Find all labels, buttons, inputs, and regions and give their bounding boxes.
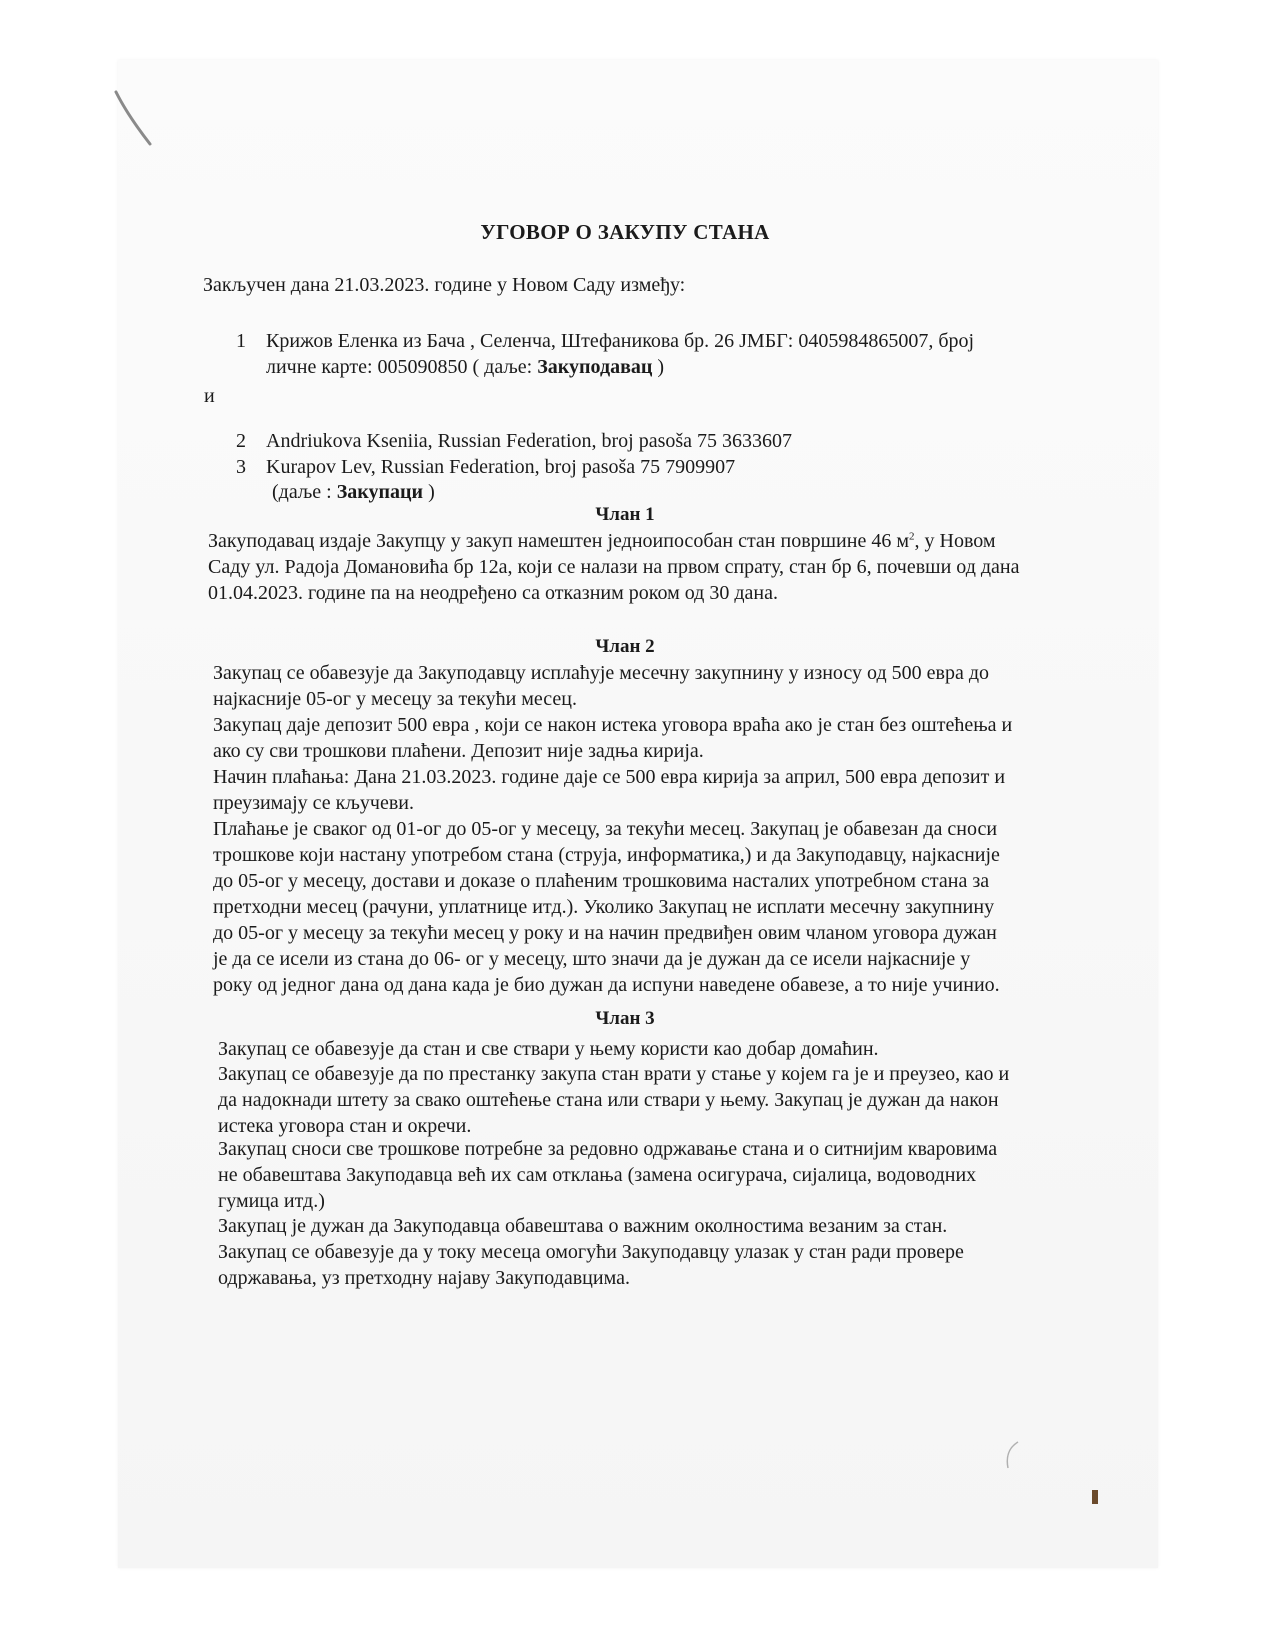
area-unit-superscript: 2 bbox=[909, 530, 915, 543]
party-1-number: 1 bbox=[236, 330, 246, 352]
party-1-line1: Крижов Еленка из Бача , Селенча, Штефаникова бр. 26 ЈМБГ: 0405984865007, број bbox=[266, 330, 975, 352]
article-2-heading: Члан 2 bbox=[595, 636, 655, 657]
article-3-paragraph-1: Закупац се обавезује да стан и све ствари у њему користи као добар домаћин. bbox=[218, 1038, 879, 1060]
party-3-line2-prefix: (даље : bbox=[272, 481, 337, 503]
party-1-line2 bbox=[266, 354, 664, 380]
party-3-role: Закупаци bbox=[336, 481, 424, 503]
article-2-paragraph-4: Плаћање је сваког од 01-ог до 05-ог у месецу, за текући месец. Закупац је обавезан да сноси трошкове који настану употребом стана (струја, информатика,) и да Закуподавцу, најкасније до 05-ог у месецу, достави и доказе о плаћеним трошковима насталих употребном стана за претходни месец (рачуни, уплатнице итд.). Уколико Закупац не исплати месечну закупнину до 05-ог у месецу за текући месец у року и на начин предвиђен овим чланом уговора дужан је да се исели из стана до 06- ог у месецу, што значи да је дужан да се исели најкасније у року од једног дана од дана када је био дужан да испуни наведене обавезе, а то није учинио. bbox=[213, 818, 1000, 996]
party-1-line2-suffix: ) bbox=[652, 356, 665, 378]
article-3-paragraph-2: Закупац се обавезује да по престанку закупа стан врати у стање у којем га је и преузео, као и да надокнади штету за свако оштећење стана или ствари у њему. Закупац је дужан да након истека уговора стан и окречи. bbox=[218, 1063, 1010, 1137]
corner-mark bbox=[1000, 1440, 1024, 1470]
article-3-heading: Члан 3 bbox=[595, 1008, 655, 1029]
article-1-rest: , у Новом Саду ул. Радоја Домановића бр 12а, који се налази на првом спрату, стан бр 6, почевши од дана 01.04.2023. године па на неодређено са отказним роком од 30 дана. bbox=[208, 530, 1020, 604]
document-title: УГОВОР О ЗАКУПУ СТАНА bbox=[480, 220, 770, 244]
party-1-role: Закуподавац bbox=[537, 356, 653, 378]
article-2-paragraph-2: Закупац даје депозит 500 евра , који се након истека уговора враћа ако је стан без оштећења и ако су сви трошкови плаћени. Депозит није задња кирија. bbox=[213, 714, 1013, 762]
article-3-paragraph-3: Закупац сноси све трошкове потребне за редовно одржавање стана и о ситнијим кваровима не обавештава Закуподавца већ их сам отклања (замена осигурача, сијалица, водоводних гумица итд.) bbox=[218, 1138, 998, 1212]
article-1-paragraph-1 bbox=[208, 528, 1023, 606]
article-3-paragraph-5: Закупац се обавезује да у току месеца омогући Закуподавцу улазак у стан ради провере одржавања, уз претходну најаву Закуподавцима. bbox=[218, 1241, 964, 1289]
party-2-line1: Andriukova Kseniia, Russian Federation, broj pasoša 75 3633607 bbox=[266, 430, 793, 452]
article-2-paragraph-1: Закупац се обавезује да Закуподавцу исплаћује месечну закупнину у износу од 500 евра до најкасније 05-ог у месецу за текући месец. bbox=[213, 662, 990, 710]
intro-line: Закључен дана 21.03.2023. године у Новом Саду између: bbox=[203, 274, 686, 296]
area-text: Закуподавац издаје Закупцу у закуп намештен једноипособан стан површине 46 м bbox=[208, 530, 909, 552]
article-2-paragraph-3: Начин плаћања: Дана 21.03.2023. године даје се 500 евра кирија за април, 500 евра депозит и преузимају се кључеви. bbox=[213, 766, 1006, 814]
party-3-number: 3 bbox=[236, 456, 246, 478]
party-2-number: 2 bbox=[236, 430, 246, 452]
party-3-line2 bbox=[272, 479, 435, 505]
party-3-line2-suffix: ) bbox=[423, 481, 435, 503]
pen-stroke-mark bbox=[110, 88, 160, 152]
conjunction: и bbox=[204, 385, 215, 407]
party-3-line1: Kurapov Lev, Russian Federation, broj pasoša 75 7909907 bbox=[266, 456, 736, 478]
page-edge bbox=[1092, 1490, 1098, 1504]
party-1-line2-prefix: личне карте: 005090850 ( даље: bbox=[266, 356, 538, 378]
article-1-heading: Члан 1 bbox=[595, 504, 655, 525]
article-3-paragraph-4: Закупац је дужан да Закуподавца обавештава о важним околностима везаним за стан. bbox=[218, 1215, 948, 1237]
